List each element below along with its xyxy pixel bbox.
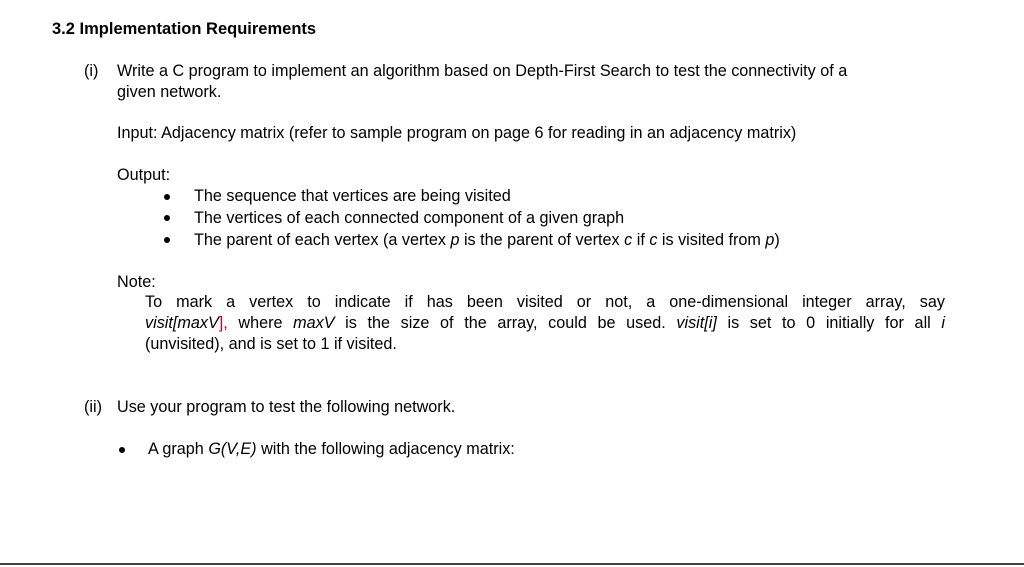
output-item: The sequence that vertices are being visited xyxy=(194,187,511,205)
output-item: The parent of each vertex (a vertex p is the parent of vertex c if c is visited from p) xyxy=(194,231,780,249)
part-i-task-line1: Write a C program to implement an algorithm based on Depth-First Search to test the connectivity of a xyxy=(117,62,848,80)
note-line-1: To mark a vertex to indicate if has been visited or not, a one-dimensional integer array, say xyxy=(145,293,945,311)
part-i-task-line2: given network. xyxy=(117,83,222,101)
section-number: 3.2 xyxy=(52,20,75,38)
bullet-icon xyxy=(164,215,170,221)
note-line-2: visit[maxV], where maxV is the size of the array, could be used. visit[i] is set to 0 initially for all i xyxy=(145,314,946,332)
output-label: Output: xyxy=(117,166,171,184)
output-item: The vertices of each connected component of a given graph xyxy=(194,209,625,227)
note-line-3: (unvisited), and is set to 1 if visited. xyxy=(145,335,397,353)
section-heading xyxy=(52,19,316,39)
part-i-label: (i) xyxy=(84,62,99,80)
graph-bullet: A graph G(V,E) with the following adjacency matrix: xyxy=(148,440,515,458)
section-title: Implementation Requirements xyxy=(79,20,317,38)
input-description: Input: Adjacency matrix (refer to sample program on page 6 for reading in an adjacency matrix) xyxy=(117,124,797,142)
part-ii-task: Use your program to test the following network. xyxy=(117,398,456,416)
bullet-icon xyxy=(164,194,170,200)
bullet-icon xyxy=(164,237,170,243)
part-ii-label: (ii) xyxy=(84,398,102,416)
bottom-divider xyxy=(0,563,1024,565)
bullet-icon xyxy=(119,447,125,453)
note-label: Note: xyxy=(117,273,156,291)
note-body xyxy=(145,292,945,355)
